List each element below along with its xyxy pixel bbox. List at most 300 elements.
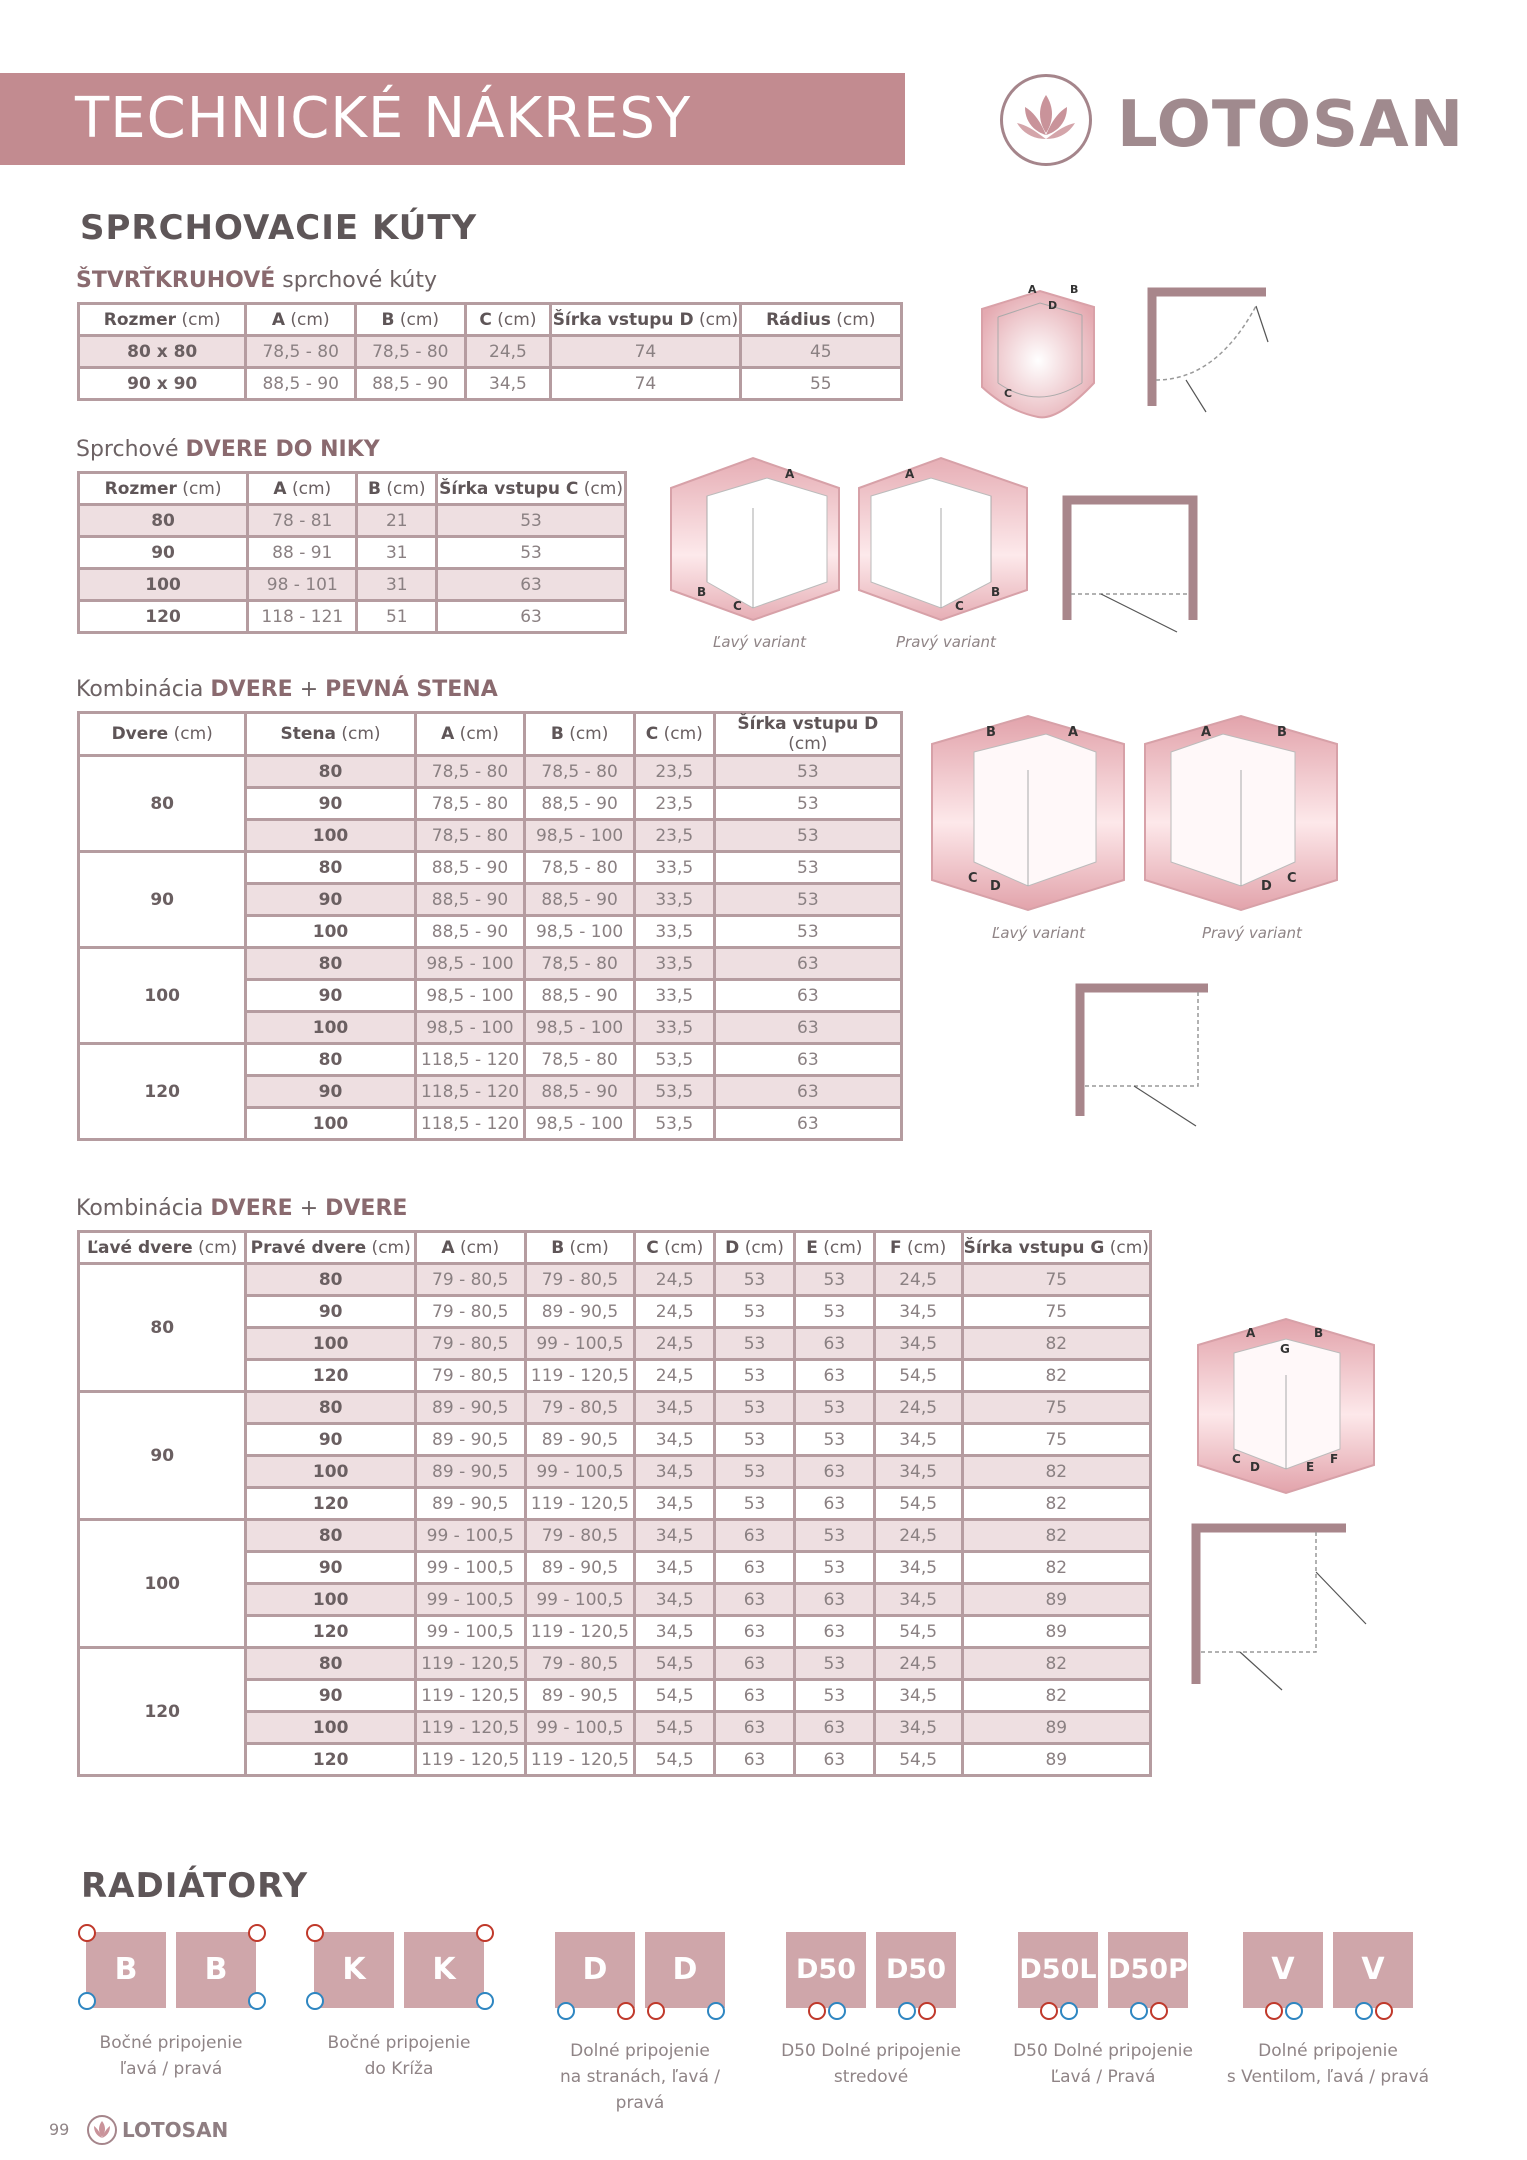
table-cell: 53	[715, 1328, 795, 1360]
col-header: Rádius (cm)	[740, 304, 901, 336]
table-cell: 54,5	[874, 1744, 962, 1776]
table-cell: 80	[246, 1264, 415, 1296]
table-cell: 34,5	[635, 1584, 715, 1616]
table-cell: 82	[962, 1456, 1150, 1488]
pipe-connector-icon	[808, 2002, 826, 2020]
table-cell: 98,5 - 100	[415, 1012, 525, 1044]
dim-label: A	[1246, 1326, 1256, 1340]
table-cell: 75	[962, 1424, 1150, 1456]
table-cell: 53,5	[634, 1044, 714, 1076]
table1-title: ŠTVRŤKRUHOVÉ sprchové kúty	[76, 268, 437, 293]
table-cell: 120	[246, 1616, 415, 1648]
table-cell: 53	[715, 1456, 795, 1488]
table-cell: 63	[794, 1488, 874, 1520]
table-cell: 34,5	[635, 1520, 715, 1552]
table-cell: 119 - 120,5	[525, 1744, 635, 1776]
table-row	[79, 1044, 902, 1076]
col-header: A (cm)	[415, 713, 525, 756]
radiators-title: RADIÁTORY	[81, 1866, 309, 1906]
footer-lotus-icon	[86, 2114, 118, 2146]
dim-label: C	[1287, 871, 1297, 886]
fixed-left-diagram	[928, 712, 1128, 912]
table-cell: 79 - 80,5	[415, 1296, 525, 1328]
table-cell: 54,5	[635, 1744, 715, 1776]
pipe-connector-icon	[78, 1924, 96, 1942]
table-cell: 24,5	[635, 1264, 715, 1296]
table-cell: 34,5	[874, 1584, 962, 1616]
table-cell: 78,5 - 80	[525, 756, 635, 788]
table-cell: 80	[246, 1520, 415, 1552]
radiator-box: K	[404, 1932, 484, 2008]
niche-table	[77, 471, 627, 634]
table-cell: 63	[794, 1616, 874, 1648]
pipe-connector-icon	[898, 2002, 916, 2020]
pipe-connector-icon	[1150, 2002, 1168, 2020]
niche-left-diagram	[667, 452, 843, 624]
pipe-connector-icon	[476, 1924, 494, 1942]
pipe-connector-icon	[828, 2002, 846, 2020]
table-cell: 63	[714, 980, 901, 1012]
variant-right-label: Pravý variant	[896, 633, 996, 651]
pipe-connector-icon	[918, 2002, 936, 2020]
table-cell: 23,5	[634, 788, 714, 820]
table-cell: 34,5	[635, 1392, 715, 1424]
table-cell: 63	[715, 1648, 795, 1680]
table-cell: 99 - 100,5	[525, 1584, 635, 1616]
table-cell: 119 - 120,5	[415, 1680, 525, 1712]
table-cell: 24,5	[874, 1264, 962, 1296]
table-cell: 98,5 - 100	[525, 1012, 635, 1044]
fixed-right-diagram	[1141, 712, 1341, 912]
table-cell: 118,5 - 120	[415, 1044, 525, 1076]
table-cell: 120	[246, 1744, 415, 1776]
pipe-connector-icon	[557, 2002, 575, 2020]
table-cell: 53	[715, 1264, 795, 1296]
table-row: 90 88 - 91 31 53	[79, 537, 626, 569]
table-cell: 80	[246, 1392, 415, 1424]
table-cell: 82	[962, 1680, 1150, 1712]
table-cell: 89 - 90,5	[525, 1296, 635, 1328]
dim-label: B	[1314, 1326, 1324, 1340]
table3-title: Kombinácia DVERE + PEVNÁ STENA	[76, 677, 498, 702]
radiator-caption: Bočné pripojenie ľavá / pravá	[99, 2033, 243, 2079]
pipe-connector-icon	[1060, 2002, 1078, 2020]
col-header: E (cm)	[794, 1232, 874, 1264]
table-cell: 82	[962, 1488, 1150, 1520]
table-cell: 63	[715, 1712, 795, 1744]
table-cell: 53	[714, 756, 901, 788]
fixed-plan-diagram	[1074, 982, 1214, 1132]
table-cell: 99 - 100,5	[525, 1328, 635, 1360]
table-cell: 100	[246, 1456, 415, 1488]
table-cell: 99 - 100,5	[525, 1456, 635, 1488]
table-cell: 100	[246, 1108, 415, 1140]
table-cell: 34,5	[635, 1488, 715, 1520]
table-cell: 53	[714, 788, 901, 820]
table-cell: 63	[714, 1044, 901, 1076]
table-cell: 99 - 100,5	[525, 1712, 635, 1744]
radiator-caption: D50 Dolné pripojenie Ľavá / Pravá	[1013, 2041, 1193, 2087]
table-cell: 33,5	[634, 980, 714, 1012]
table-row	[79, 1392, 1151, 1424]
table-cell: 119 - 120,5	[415, 1744, 525, 1776]
table-cell: 88,5 - 90	[525, 884, 635, 916]
radiator-caption: Dolné pripojenie s Ventilom, ľavá / pravá	[1226, 2041, 1430, 2087]
table-cell: 63	[715, 1744, 795, 1776]
table-cell: 99 - 100,5	[415, 1584, 525, 1616]
col-header: B (cm)	[525, 1232, 635, 1264]
group-door-size: 120	[79, 1044, 246, 1140]
table-cell: 88,5 - 90	[525, 980, 635, 1012]
col-header: Pravé dvere (cm)	[246, 1232, 415, 1264]
table-cell: 63	[714, 1076, 901, 1108]
radiator-caption: Bočné pripojenie do Kríža	[327, 2033, 471, 2079]
table-cell: 90	[246, 1552, 415, 1584]
table-cell: 119 - 120,5	[415, 1648, 525, 1680]
table-cell: 119 - 120,5	[415, 1712, 525, 1744]
table-cell: 33,5	[634, 884, 714, 916]
table-cell: 34,5	[635, 1616, 715, 1648]
table-cell: 53,5	[634, 1108, 714, 1140]
quarter-plan-diagram	[1146, 286, 1276, 416]
table-cell: 63	[715, 1680, 795, 1712]
fixed-wall-table	[77, 711, 903, 1141]
dim-label: C	[968, 871, 978, 886]
table-cell: 53	[715, 1296, 795, 1328]
table-cell: 24,5	[874, 1392, 962, 1424]
dim-label: F	[1330, 1452, 1339, 1466]
col-header: Stena (cm)	[246, 713, 415, 756]
table-cell: 53	[794, 1392, 874, 1424]
group-door-size: 90	[79, 1392, 246, 1520]
dim-label: D	[1261, 879, 1272, 894]
table-cell: 79 - 80,5	[415, 1360, 525, 1392]
table-row	[79, 1520, 1151, 1552]
quarter-table	[77, 302, 903, 401]
table-cell: 34,5	[874, 1552, 962, 1584]
table-cell: 63	[714, 1108, 901, 1140]
radiator-box: D	[555, 1932, 635, 2008]
table-cell: 82	[962, 1520, 1150, 1552]
dim-label: A	[1028, 283, 1037, 296]
table-cell: 90	[246, 1424, 415, 1456]
radiator-box: D50	[786, 1932, 866, 2008]
col-header: Šírka vstupu D (cm)	[714, 713, 901, 756]
table4-title: Kombinácia DVERE + DVERE	[76, 1196, 408, 1221]
dim-label: D	[990, 879, 1001, 894]
double-door-diagram	[1194, 1315, 1378, 1495]
table-cell: 34,5	[874, 1424, 962, 1456]
table-cell: 53	[794, 1552, 874, 1584]
col-header: D (cm)	[715, 1232, 795, 1264]
radiator-box: D	[645, 1932, 725, 2008]
table-cell: 34,5	[874, 1328, 962, 1360]
lotus-logo-icon	[1000, 74, 1092, 166]
table-cell: 63	[794, 1744, 874, 1776]
table-cell: 54,5	[874, 1616, 962, 1648]
table-cell: 53	[794, 1680, 874, 1712]
table-cell: 75	[962, 1392, 1150, 1424]
table-cell: 24,5	[874, 1520, 962, 1552]
dim-label: E	[1306, 1460, 1315, 1474]
table-cell: 63	[794, 1360, 874, 1392]
dim-label: B	[1070, 283, 1079, 296]
niche-right-diagram	[855, 452, 1031, 624]
table-cell: 63	[715, 1616, 795, 1648]
table-cell: 99 - 100,5	[415, 1616, 525, 1648]
variant-left-label: Ľavý variant	[713, 633, 807, 651]
table-cell: 89 - 90,5	[525, 1552, 635, 1584]
pipe-connector-icon	[306, 1992, 324, 2010]
table-cell: 33,5	[634, 916, 714, 948]
col-header: Šírka vstupu G (cm)	[962, 1232, 1150, 1264]
table-cell: 82	[962, 1328, 1150, 1360]
table-row	[79, 1264, 1151, 1296]
table-cell: 63	[715, 1552, 795, 1584]
variant-right-label: Pravý variant	[1202, 924, 1302, 942]
table-cell: 53	[794, 1264, 874, 1296]
dim-label: B	[986, 725, 996, 740]
table-cell: 63	[715, 1520, 795, 1552]
table-cell: 53	[715, 1488, 795, 1520]
pipe-connector-icon	[617, 2002, 635, 2020]
table-cell: 63	[714, 948, 901, 980]
table-cell: 53	[714, 884, 901, 916]
dim-label: C	[733, 599, 742, 613]
pipe-connector-icon	[1265, 2002, 1283, 2020]
table-cell: 89 - 90,5	[415, 1488, 525, 1520]
pipe-connector-icon	[1040, 2002, 1058, 2020]
table-cell: 24,5	[635, 1360, 715, 1392]
table-cell: 90	[246, 1680, 415, 1712]
table-cell: 88,5 - 90	[415, 916, 525, 948]
table-row	[79, 756, 902, 788]
pipe-connector-icon	[248, 1992, 266, 2010]
dim-label: C	[955, 599, 964, 613]
table-cell: 34,5	[874, 1456, 962, 1488]
col-header: B (cm)	[356, 304, 466, 336]
radiator-box: V	[1243, 1932, 1323, 2008]
radiator-box: V	[1333, 1932, 1413, 2008]
table-cell: 63	[714, 1012, 901, 1044]
col-header: B (cm)	[357, 473, 437, 505]
table-cell: 34,5	[635, 1456, 715, 1488]
table-cell: 79 - 80,5	[525, 1520, 635, 1552]
table-cell: 89	[962, 1744, 1150, 1776]
table-cell: 89 - 90,5	[525, 1424, 635, 1456]
table-cell: 34,5	[635, 1424, 715, 1456]
dim-label: G	[1280, 1342, 1290, 1356]
col-header: B (cm)	[525, 713, 635, 756]
table-cell: 53	[794, 1424, 874, 1456]
table-cell: 54,5	[635, 1680, 715, 1712]
table-cell: 80	[246, 1044, 415, 1076]
col-header: C (cm)	[635, 1232, 715, 1264]
table-cell: 78,5 - 80	[525, 852, 635, 884]
table-cell: 99 - 100,5	[415, 1520, 525, 1552]
table-cell: 98,5 - 100	[525, 820, 635, 852]
table-cell: 98,5 - 100	[415, 948, 525, 980]
table-cell: 79 - 80,5	[415, 1328, 525, 1360]
radiator-caption: Dolné pripojenie na stranách, ľavá / pravá	[559, 2041, 721, 2113]
dim-label: A	[785, 467, 795, 481]
table-cell: 82	[962, 1360, 1150, 1392]
table-row	[79, 948, 902, 980]
table-cell: 33,5	[634, 1012, 714, 1044]
table-cell: 80	[246, 852, 415, 884]
dim-label: C	[1004, 387, 1013, 400]
pipe-connector-icon	[248, 1924, 266, 1942]
table-cell: 79 - 80,5	[415, 1264, 525, 1296]
dim-label: C	[1232, 1452, 1241, 1466]
table-cell: 89 - 90,5	[415, 1392, 525, 1424]
table-cell: 23,5	[634, 756, 714, 788]
radiator-caption: D50 Dolné pripojenie stredové	[781, 2041, 961, 2087]
table-cell: 79 - 80,5	[525, 1264, 635, 1296]
pipe-connector-icon	[1375, 2002, 1393, 2020]
dim-label: A	[1068, 725, 1079, 740]
group-door-size: 80	[79, 756, 246, 852]
dim-label: B	[1277, 725, 1287, 740]
table-cell: 23,5	[634, 820, 714, 852]
table-cell: 53,5	[634, 1076, 714, 1108]
table-cell: 120	[246, 1488, 415, 1520]
table-cell: 119 - 120,5	[525, 1616, 635, 1648]
group-door-size: 120	[79, 1648, 246, 1776]
table-cell: 78,5 - 80	[415, 788, 525, 820]
table-cell: 100	[246, 1328, 415, 1360]
table-row: 90 x 90 88,5 - 90 88,5 - 90 34,5 74 55	[79, 368, 902, 400]
table2-title: Sprchové DVERE DO NIKY	[76, 437, 380, 462]
pipe-connector-icon	[1355, 2002, 1373, 2020]
table-cell: 63	[794, 1712, 874, 1744]
table-cell: 80	[246, 756, 415, 788]
table-cell: 90	[246, 788, 415, 820]
table-row: 80 78 - 81 21 53	[79, 505, 626, 537]
radiator-box: K	[314, 1932, 394, 2008]
radiator-box: D50L	[1018, 1932, 1098, 2008]
table-row: 100 98 - 101 31 63	[79, 569, 626, 601]
col-header: Dvere (cm)	[79, 713, 246, 756]
table-cell: 80	[246, 1648, 415, 1680]
dim-label: B	[697, 585, 707, 599]
variant-left-label: Ľavý variant	[992, 924, 1086, 942]
table-row: 120 118 - 121 51 63	[79, 601, 626, 633]
pipe-connector-icon	[1285, 2002, 1303, 2020]
table-row: 80 x 80 78,5 - 80 78,5 - 80 24,5 74 45	[79, 336, 902, 368]
table-cell: 53	[714, 852, 901, 884]
dim-label: D	[1250, 1460, 1260, 1474]
table-cell: 88,5 - 90	[525, 788, 635, 820]
col-header: Šírka vstupu D (cm)	[551, 304, 740, 336]
col-header: C (cm)	[465, 304, 551, 336]
page-title: TECHNICKÉ NÁKRESY	[75, 86, 692, 151]
table-cell: 78,5 - 80	[415, 756, 525, 788]
col-header: C (cm)	[634, 713, 714, 756]
table-cell: 53	[794, 1520, 874, 1552]
table-cell: 75	[962, 1296, 1150, 1328]
group-door-size: 80	[79, 1264, 246, 1392]
table-cell: 100	[246, 1712, 415, 1744]
table-cell: 100	[246, 1584, 415, 1616]
group-door-size: 90	[79, 852, 246, 948]
table-cell: 33,5	[634, 948, 714, 980]
table-cell: 53	[715, 1424, 795, 1456]
table-cell: 79 - 80,5	[525, 1648, 635, 1680]
radiator-box: D50P	[1108, 1932, 1188, 2008]
pipe-connector-icon	[78, 1992, 96, 2010]
table-cell: 100	[246, 820, 415, 852]
pipe-connector-icon	[1130, 2002, 1148, 2020]
table-cell: 80	[246, 948, 415, 980]
section-title: SPRCHOVACIE KÚTY	[80, 208, 478, 248]
table-cell: 75	[962, 1264, 1150, 1296]
table-cell: 24,5	[874, 1648, 962, 1680]
table-cell: 78,5 - 80	[525, 1044, 635, 1076]
col-header: F (cm)	[874, 1232, 962, 1264]
table-cell: 89 - 90,5	[415, 1424, 525, 1456]
table-cell: 54,5	[874, 1360, 962, 1392]
table-row	[79, 852, 902, 884]
table-cell: 119 - 120,5	[525, 1488, 635, 1520]
table-cell: 90	[246, 1076, 415, 1108]
col-header: A (cm)	[246, 304, 356, 336]
group-door-size: 100	[79, 948, 246, 1044]
table-cell: 89	[962, 1712, 1150, 1744]
col-header: Rozmer (cm)	[79, 473, 248, 505]
dim-label: D	[1048, 299, 1058, 312]
table-cell: 118,5 - 120	[415, 1108, 525, 1140]
table-cell: 79 - 80,5	[525, 1392, 635, 1424]
radiator-box: B	[86, 1932, 166, 2008]
table-cell: 63	[794, 1584, 874, 1616]
table-cell: 89 - 90,5	[525, 1680, 635, 1712]
table-cell: 88,5 - 90	[415, 852, 525, 884]
page-number: 99	[49, 2120, 70, 2139]
table-cell: 78,5 - 80	[525, 948, 635, 980]
pipe-connector-icon	[476, 1992, 494, 2010]
table-cell: 89	[962, 1584, 1150, 1616]
table-cell: 90	[246, 884, 415, 916]
table-cell: 89 - 90,5	[415, 1456, 525, 1488]
table-cell: 78,5 - 80	[415, 820, 525, 852]
table-cell: 63	[794, 1456, 874, 1488]
table-cell: 88,5 - 90	[525, 1076, 635, 1108]
table-cell: 63	[794, 1328, 874, 1360]
dim-label: A	[1201, 725, 1212, 740]
pipe-connector-icon	[306, 1924, 324, 1942]
table-cell: 82	[962, 1648, 1150, 1680]
table-cell: 24,5	[635, 1296, 715, 1328]
table-cell: 98,5 - 100	[415, 980, 525, 1012]
dim-label: A	[905, 467, 915, 481]
table-cell: 89	[962, 1616, 1150, 1648]
table-cell: 54,5	[874, 1488, 962, 1520]
table-cell: 34,5	[635, 1552, 715, 1584]
table-cell: 33,5	[634, 852, 714, 884]
table-cell: 53	[714, 916, 901, 948]
table-cell: 99 - 100,5	[415, 1552, 525, 1584]
table-cell: 120	[246, 1360, 415, 1392]
niche-plan-diagram	[1061, 494, 1201, 634]
table-cell: 63	[715, 1584, 795, 1616]
quarter-cabin-diagram	[978, 283, 1098, 423]
col-header: Ľavé dvere (cm)	[79, 1232, 246, 1264]
radiator-box: D50	[876, 1932, 956, 2008]
table-cell: 88,5 - 90	[415, 884, 525, 916]
pipe-connector-icon	[707, 2002, 725, 2020]
table-cell: 90	[246, 1296, 415, 1328]
